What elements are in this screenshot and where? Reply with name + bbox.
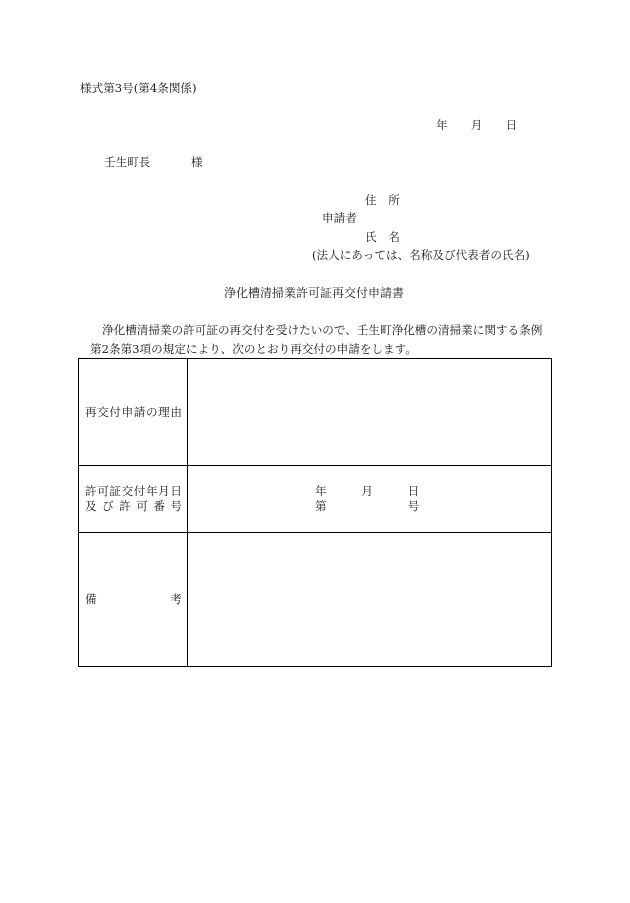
label-char: 証 [109,484,121,498]
label-char: 許 [85,484,97,498]
permit-value [315,484,551,514]
reason-label-cell [79,359,187,465]
applicant-address-label: 住 所 [365,193,400,207]
label-char: 付 [133,484,146,498]
remarks-label-cell [79,533,187,666]
permit-number-value: 第 号 [315,499,420,513]
permit-label-line-1 [85,484,182,499]
permit-label [85,484,182,514]
submission-date-line: 年 月 日 [436,118,518,132]
addressee-honorific: 様 [191,155,203,169]
applicant-name-label: 氏 名 [365,230,400,244]
label-char: 年 [145,484,158,498]
body-text-line-2: 第2条第3項の規定により、次のとおり再交付の申請をします。 [90,342,417,356]
label-char: 考 [170,592,182,606]
remarks-label [85,592,182,607]
label-char: 交 [121,484,134,498]
label-char: 日 [170,484,182,498]
remarks-value-cell [188,533,551,666]
label-char: 可 [136,499,148,513]
label-char: 番 [153,499,165,513]
label-char: 備 [85,592,97,606]
corporate-name-note: (法人にあっては、名称及び代表者の氏名) [312,248,530,262]
permit-label-line-2 [85,499,182,514]
label-char: 由 [170,404,182,419]
label-char: び [102,499,114,513]
label-char: 月 [158,484,170,498]
form-number: 様式第3号(第4条関係) [80,81,197,95]
document-title: 浄化槽清掃業許可証再交付申請書 [224,286,405,300]
applicant-label: 申請者 [322,211,357,225]
reason-label [85,405,182,420]
label-char: 請 [133,404,146,419]
label-char: 許 [119,499,131,513]
permit-value-cell [188,466,551,532]
addressee-name: 壬生町長 [104,155,151,169]
label-char: 可 [97,484,109,498]
reason-value-cell [188,359,551,465]
label-char: 及 [85,499,97,513]
label-char: の [145,404,158,419]
label-char: 付 [109,404,121,419]
body-text-line-1: 浄化槽清掃業の許可証の再交付を受けたいので、壬生町浄化槽の清掃業に関する条例 [102,323,543,337]
permit-label-cell [79,466,187,532]
label-char: 申 [121,404,134,419]
label-char: 理 [158,404,170,419]
application-table [78,358,552,667]
label-char: 再 [85,404,97,419]
permit-date-value: 年 月 日 [315,484,420,498]
label-char: 交 [97,404,109,419]
label-char: 号 [170,499,182,513]
